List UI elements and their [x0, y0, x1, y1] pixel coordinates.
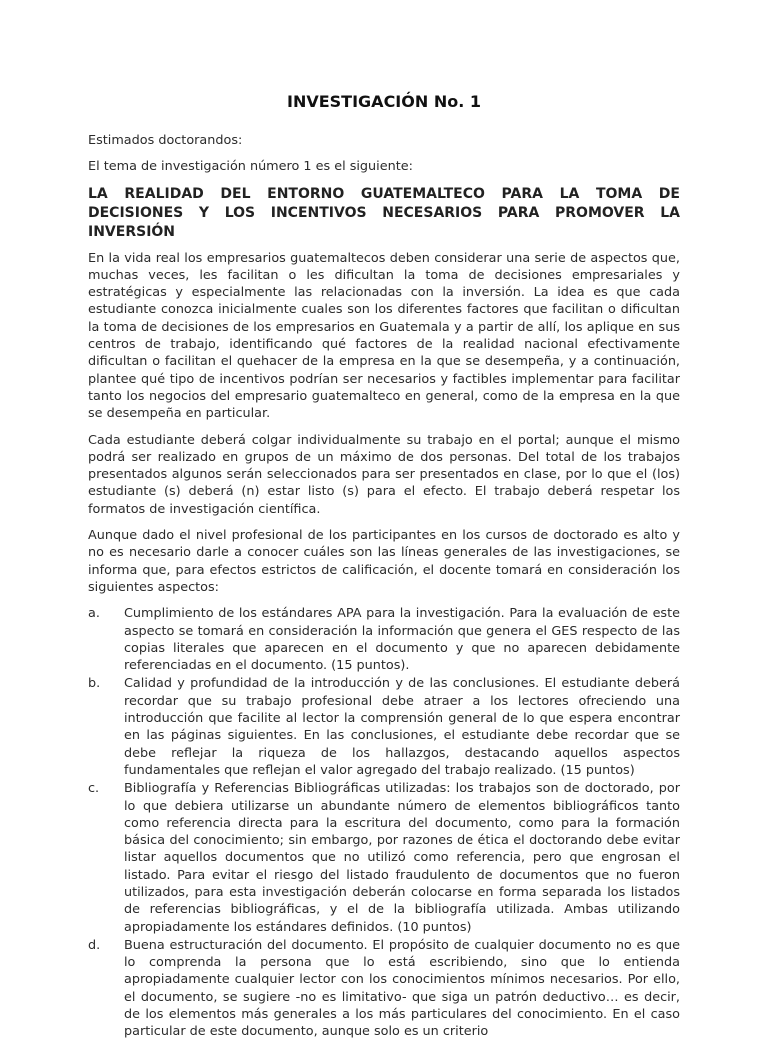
- criteria-list: [88, 605, 680, 1040]
- list-item: [88, 605, 680, 674]
- paragraph-submission: Cada estudiante deberá colgar individualmente su trabajo en el portal; aunque el mismo podrá ser realizado en grupos de un máximo de dos personas. Del total de los trabajos presentados algunos serán seleccionados para ser presentados en clase, por lo que el (los) estudiante (s) deberá (n) estar listo (s) para el efecto. El trabajo deberá respetar los formatos de investigación científica.: [88, 432, 680, 517]
- list-item: [88, 937, 680, 1041]
- research-topic: LA REALIDAD DEL ENTORNO GUATEMALTECO PARA LA TOMA DE DECISIONES Y LOS INCENTIVOS NECESARIOS PARA PROMOVER LA INVERSIÓN: [88, 185, 680, 240]
- document-title: INVESTIGACIÓN No. 1: [287, 92, 481, 111]
- list-item: [88, 780, 680, 936]
- greeting: Estimados doctorandos:: [88, 133, 243, 148]
- list-item-text: Buena estructuración del documento. El propósito de cualquier documento no es que lo comprenda la persona que lo está escribiendo, sino que lo entienda apropiadamente cualquier lector con los conocimientos mínimos necesarios. Por ello, el documento, se sugiere -no es limitativo- que siga un patrón deductivo… es decir, de los elementos más generales a los más particulares del conocimiento. En el caso particular de este documento, aunque solo es un criterio: [124, 937, 680, 1040]
- paragraph-context: En la vida real los empresarios guatemaltecos deben considerar una serie de aspectos que, muchas veces, les facilitan o les dificultan la toma de decisiones empresariales y estratégicas y especialmente las relacionadas con la inversión. La idea es que cada estudiante conozca inicialmente cuales son los diferentes factores que facilitan o dificultan la toma de decisiones de los empresarios en Guatemala y a partir de allí, los aplique en sus centros de trabajo, identificando qué factores de la realidad nacional efectivamente dificultan o facilitan el quehacer de la empresa en la que se desempeña, y a continuación, plantee qué tipo de incentivos podrían ser necesarios y factibles implementar para facilitar tanto los negocios del empresario guatemalteco en general, como de la empresa en la que se desempeña en particular.: [88, 250, 680, 422]
- list-item-text: Calidad y profundidad de la introducción y de las conclusiones. El estudiante deberá recordar que su trabajo profesional debe atraer a los lectores ofreciendo una introducción que facilite al lector la comprensión general de lo que espera encontrar en las páginas siguientes. En las conclusiones, el estudiante debe recordar que se debe reflejar la riqueza de los hallazgos, destacando aquellos aspectos fundamentales que reflejan el valor agregado del trabajo realizado. (15 puntos): [124, 676, 680, 778]
- list-item-letter: c.: [88, 781, 100, 797]
- document-page: [88, 92, 680, 1042]
- list-item: [88, 675, 680, 779]
- list-item-text: Bibliografía y Referencias Bibliográficas utilizadas: los trabajos son de doctorado, por lo que debiera utilizarse un abundante número de elementos bibliográficos tanto como referencia directa para la escritura del documento, como para la formación básica del conocimiento; sin embargo, por razones de ética el doctorando debe evitar listar aquellos documentos que no utilizó como referencia, pero que engrosan el listado. Para evitar el riesgo del listado fraudulento de documentos que no fueron utilizados, para esta investigación deberán colocarse en forma separada los listados de referencias bibliográficas, y el de la bibliografía utilizada. Ambas utilizando apropiadamente los estándares definidos. (10 puntos): [124, 781, 680, 935]
- intro-line: El tema de investigación número 1 es el siguiente:: [88, 159, 413, 175]
- list-item-letter: b.: [88, 676, 101, 692]
- paragraph-evaluation: Aunque dado el nivel profesional de los participantes en los cursos de doctorado es alto y no es necesario darle a conocer cuáles son las líneas generales de las investigaciones, se informa que, para efectos estrictos de calificación, el docente tomará en consideración los siguientes aspectos:: [88, 528, 680, 595]
- list-item-letter: a.: [88, 606, 100, 622]
- list-item-text: Cumplimiento de los estándares APA para la investigación. Para la evaluación de este aspecto se tomará en consideración la información que genera el GES respecto de las copias literales que aparecen en el documento y que no aparecen debidamente referenciadas en el documento. (15 puntos).: [124, 606, 680, 674]
- list-item-letter: d.: [88, 937, 101, 953]
